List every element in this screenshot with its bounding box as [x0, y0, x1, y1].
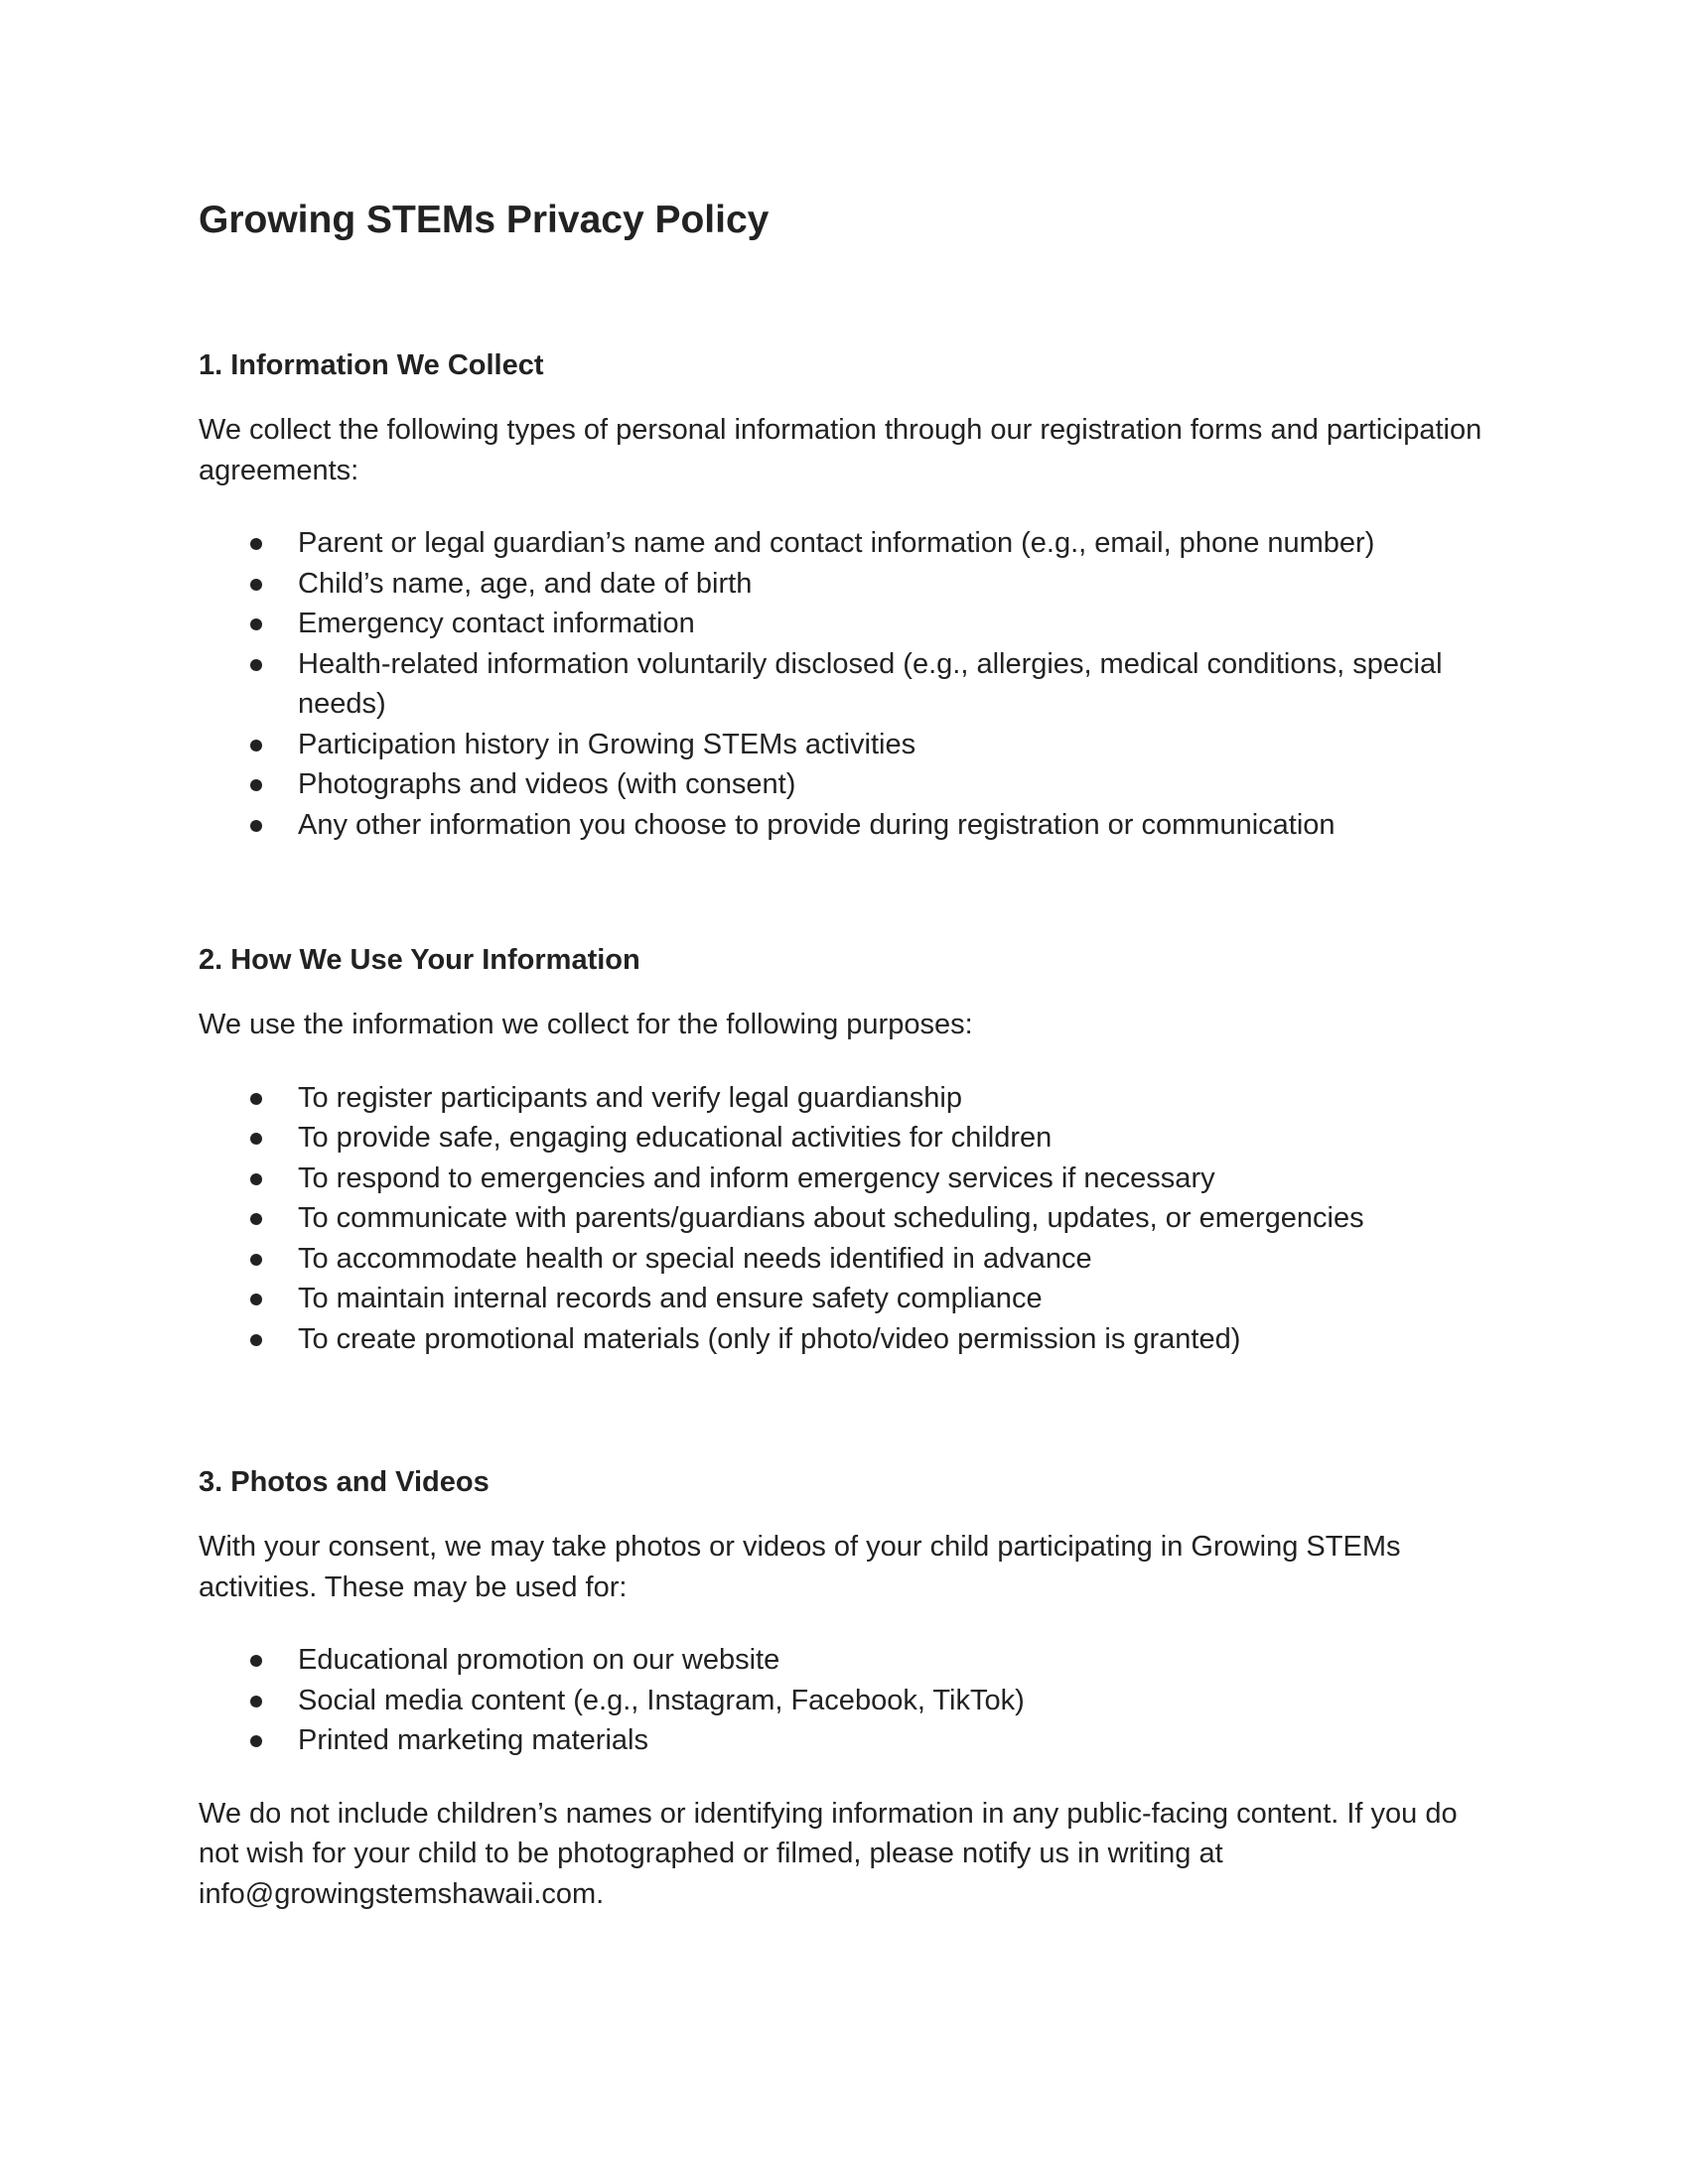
list-item: [199, 764, 1470, 805]
list-item-text: To communicate with parents/guardians about scheduling, updates, or emergencies: [298, 1202, 1364, 1234]
bullet-list: [199, 1640, 1499, 1761]
bullet-icon: [250, 1696, 262, 1707]
list-item-text: Participation history in Growing STEMs activities: [298, 728, 916, 760]
list-item-text: Social media content (e.g., Instagram, Facebook, TikTok): [298, 1684, 1025, 1716]
list-item: [199, 1239, 1470, 1280]
list-item-text: Child’s name, age, and date of birth: [298, 567, 753, 600]
list-item: [199, 1720, 1470, 1761]
list-item: [199, 805, 1470, 846]
list-item: [199, 644, 1470, 725]
section-closing: We do not include children’s names or identifying information in any public-facing content. If you do not wish for your child to be photographed or filmed, please notify us in writing at info@growingstemshawaii.com.: [199, 1797, 1458, 1910]
bullet-icon: [250, 618, 262, 630]
section-intro: We use the information we collect for the following purposes:: [199, 1009, 973, 1040]
document-title: Growing STEMs Privacy Policy: [199, 199, 770, 241]
bullet-icon: [250, 1254, 262, 1266]
list-item-text: Educational promotion on our website: [298, 1644, 780, 1676]
list-item-text: Printed marketing materials: [298, 1724, 648, 1756]
bullet-list: [199, 523, 1499, 845]
bullet-icon: [250, 1334, 262, 1346]
bullet-icon: [250, 659, 262, 671]
list-item: [199, 1078, 1470, 1119]
list-item-text: Photographs and videos (with consent): [298, 768, 796, 800]
bullet-icon: [250, 1133, 262, 1145]
list-item-text: To register participants and verify legal guardianship: [298, 1081, 962, 1114]
section-photos-and-videos: [199, 1462, 1499, 1914]
list-item-text: To respond to emergencies and inform emergency services if necessary: [298, 1161, 1215, 1194]
list-item: [199, 1640, 1470, 1681]
bullet-icon: [250, 579, 262, 591]
bullet-list: [199, 1078, 1499, 1360]
section-heading: 3. Photos and Videos: [199, 1466, 490, 1498]
list-item-text: To accommodate health or special needs identified in advance: [298, 1242, 1092, 1275]
section-heading: 2. How We Use Your Information: [199, 944, 640, 976]
section-how-we-use-your-information: [199, 940, 1499, 1359]
list-item: [199, 725, 1470, 765]
bullet-icon: [250, 1735, 262, 1747]
section-heading: 1. Information We Collect: [199, 349, 544, 381]
list-item: [199, 1159, 1470, 1199]
bullet-icon: [250, 1655, 262, 1667]
bullet-icon: [250, 740, 262, 751]
list-item: [199, 1279, 1470, 1319]
bullet-icon: [250, 820, 262, 832]
section-information-we-collect: [199, 345, 1499, 845]
list-item-text: Emergency contact information: [298, 608, 695, 639]
list-item-text: Parent or legal guardian’s name and contact information (e.g., email, phone number): [298, 527, 1375, 559]
list-item: [199, 1681, 1470, 1721]
bullet-icon: [250, 538, 262, 550]
bullet-icon: [250, 1093, 262, 1105]
bullet-icon: [250, 779, 262, 791]
list-item-text: To maintain internal records and ensure safety compliance: [298, 1283, 1043, 1314]
list-item: [199, 1198, 1470, 1239]
list-item-text: To provide safe, engaging educational activities for children: [298, 1122, 1053, 1154]
section-intro: With your consent, we may take photos or videos of your child participating in Growing STEMs activities. These may be used for:: [199, 1531, 1401, 1603]
list-item: [199, 523, 1470, 564]
list-item-text: To create promotional materials (only if photo/video permission is granted): [298, 1322, 1241, 1355]
bullet-icon: [250, 1213, 262, 1225]
list-item: [199, 604, 1470, 644]
bullet-icon: [250, 1173, 262, 1185]
list-item: [199, 564, 1470, 605]
list-item: [199, 1319, 1470, 1360]
section-intro: We collect the following types of personal information through our registration forms and participation agreements:: [199, 414, 1482, 486]
list-item-text: Any other information you choose to provide during registration or communication: [298, 808, 1336, 841]
list-item: [199, 1118, 1470, 1159]
bullet-icon: [250, 1294, 262, 1305]
list-item-text: Health-related information voluntarily disclosed (e.g., allergies, medical conditions, special needs): [298, 647, 1443, 720]
